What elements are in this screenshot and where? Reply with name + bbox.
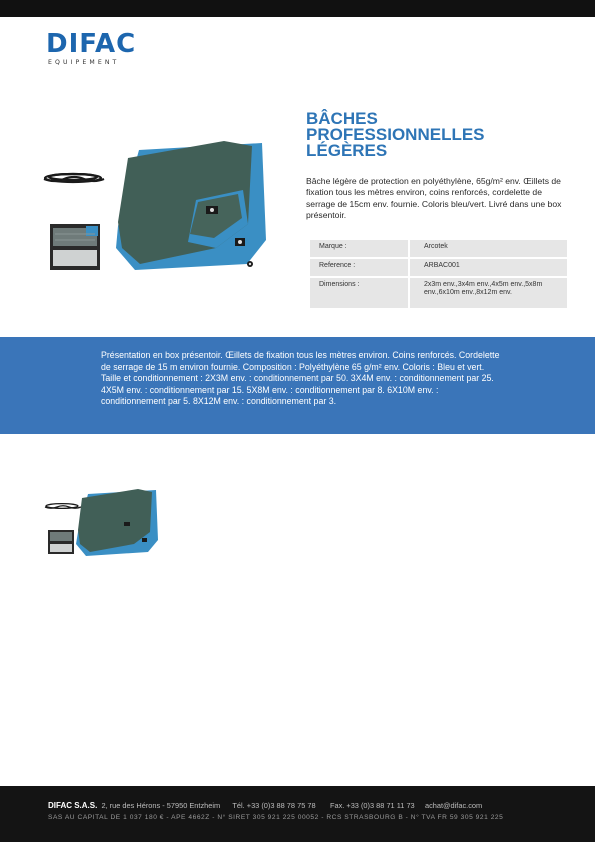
spec-row-reference (310, 259, 567, 276)
description-band (0, 337, 595, 434)
box-image (50, 224, 100, 270)
spec-label: Reference : (310, 259, 408, 276)
spec-table (310, 240, 567, 310)
tarp-thumb (76, 489, 158, 556)
title-line-2: PROFESSIONNELLES (306, 125, 485, 144)
title-line-3: LÉGÈRES (306, 141, 388, 160)
footer-email[interactable]: achat@difac.com (424, 801, 483, 810)
logo-word: DIFAC (46, 29, 137, 59)
product-description: Bâche légère de protection en polyéthylène, 65g/m² env. Œillets de fixation tous les mètres environ, coins renforcés, cordelette de serrage de 15cm env. fournie. Coloris bleu/vert. Livré dans une box présentoir. (306, 176, 562, 220)
spec-value: ARBAC001 (410, 259, 567, 276)
spec-label: Dimensions : (310, 278, 408, 308)
product-image-main (38, 130, 270, 280)
difac-logo[interactable] (46, 31, 141, 67)
product-image-thumbnail[interactable] (42, 486, 164, 558)
spec-row-dimensions (310, 278, 567, 308)
logo-subtitle: EQUIPEMENT (48, 59, 120, 66)
footer-fax: Fax. +33 (0)3 88 71 11 73 (329, 801, 415, 810)
product-title (306, 111, 546, 159)
footer-legal: SAS AU CAPITAL DE 1 037 180 € - APE 4662Z - N° SIRET 305 921 225 00052 - RCS STRASBOURG B - N° TVA FR 59 305 921 225 (48, 814, 504, 821)
footer-company: DIFAC S.A.S. (48, 801, 98, 810)
tarp-image (116, 141, 266, 270)
title-line-1: BÂCHES (306, 109, 378, 128)
spec-label: Marque : (310, 240, 408, 257)
band-text: Présentation en box présentoir. Œillets de fixation tous les mètres environ. Coins renforcés. Cordelette de serrage de 15 m environ fournie. Composition : Polyéthylène 65 g/m² env. Coloris : Bleu et vert. Taille et conditionnement : 2X3M env. : conditionnement par 50. 3X4M env. : conditionnement par 25. 4X5M env. : conditionnement par 15. 5X8M env. : conditionnement par 8. 6X10M env. : conditionnement par 5. 8X12M env. : conditionnement par 3. (101, 350, 500, 407)
spec-value: 2x3m env.,3x4m env.,4x5m env.,5x8m env.,6x10m env.,8x12m env. (410, 278, 567, 308)
spec-row-brand (310, 240, 567, 257)
box-thumb (48, 530, 74, 554)
footer-contact-line (48, 801, 482, 810)
footer (0, 786, 595, 842)
spec-value: Arcotek (410, 240, 567, 257)
footer-address: 2, rue des Hérons - 57950 Entzheim (101, 801, 221, 810)
cord-image (44, 174, 104, 182)
footer-phone: Tél. +33 (0)3 88 78 75 78 (232, 801, 316, 810)
top-bar (0, 0, 595, 17)
cord-thumb (45, 504, 81, 509)
